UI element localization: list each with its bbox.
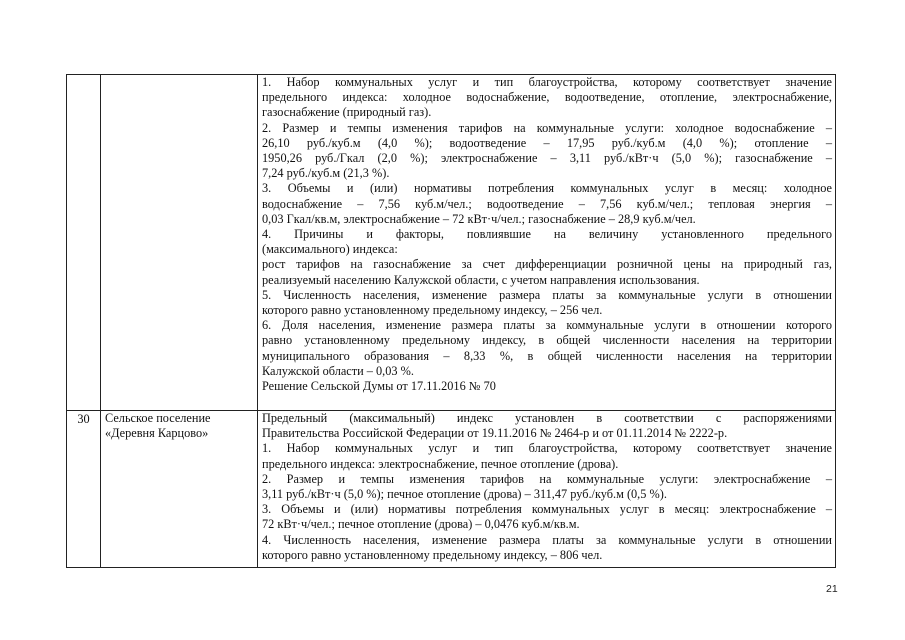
text-line: 6. Доля населения, изменение размера платы за коммунальные услуги в отношении которого <box>262 318 832 333</box>
text-line: рост тарифов на газоснабжение за счет дифференциации розничной цены на природный газ, <box>262 257 832 272</box>
text-line: 0,03 Гкал/кв.м, электроснабжение – 72 кВт·ч/чел.; газоснабжение – 28,9 куб.м/чел. <box>262 211 696 226</box>
row-number: 30 <box>77 412 90 426</box>
text-line: Решение Сельской Думы от 17.11.2016 № 70 <box>262 379 496 394</box>
tariff-index-table <box>66 74 836 568</box>
text-line: предельного индекса: электроснабжение, печное отопление (дрова). <box>262 456 619 471</box>
settlement-name-line-2: «Деревня Карцово» <box>105 426 209 441</box>
text-line: 4. Численность населения, изменение размера платы за коммунальные услуги в отношении <box>262 532 832 547</box>
text-line: 4. Причины и факторы, повлиявшие на величину установленного предельного <box>262 227 832 242</box>
text-line: Правительства Российской Федерации от 19.11.2016 № 2464-р и от 01.11.2014 № 2222-р. <box>262 426 728 441</box>
text-line: 5. Численность населения, изменение размера платы за коммунальные услуги в отношении <box>262 287 832 302</box>
text-line: 2. Размер и темпы изменения тарифов на коммунальные услуги: электроснабжение – <box>262 471 832 486</box>
text-line: (максимального) индекса: <box>262 242 398 257</box>
text-line: 2. Размер и темпы изменения тарифов на коммунальные услуги: холодное водоснабжение – <box>262 120 832 135</box>
text-line: муниципального образования – 8,33 %, в общей численности населения на территории <box>262 348 832 363</box>
text-line: водоснабжение – 7,56 куб.м/чел.; водоотведение – 7,56 куб.м/чел.; тепловая энергия – <box>262 196 832 211</box>
table-row <box>67 411 836 568</box>
text-line: реализуемый населению Калужской области, с учетом направления использования. <box>262 272 700 287</box>
settlement-name-line-1: Сельское поселение <box>105 411 211 425</box>
text-line: предельного индекса: холодное водоснабжение, водоотведение, отопление, электроснабжение, <box>262 90 832 105</box>
text-line: которого равно установленному предельному индексу, – 256 чел. <box>262 303 603 318</box>
description-text <box>258 411 835 563</box>
text-line: 26,10 руб./куб.м (4,0 %); водоотведение – 17,95 руб./куб.м (4,0 %); отопление – <box>262 135 832 150</box>
row-number-cell <box>67 75 101 411</box>
text-line: 1. Набор коммунальных услуг и тип благоустройства, которому соответствует значение <box>262 441 832 456</box>
settlement-name-cell <box>101 75 258 411</box>
text-line: 7,24 руб./куб.м (21,3 %). <box>262 166 390 181</box>
table-row <box>67 75 836 411</box>
text-line: 3. Объемы и (или) нормативы потребления коммунальных услуг в месяц: холодное <box>262 181 832 196</box>
page-number: 21 <box>826 583 838 595</box>
text-line: 1950,26 руб./Гкал (2,0 %); электроснабжение – 3,11 руб./кВт·ч (5,0 %); газоснабжение – <box>262 151 832 166</box>
description-cell <box>258 411 836 568</box>
text-line: Предельный (максимальный) индекс установлен в соответствии с распоряжениями <box>262 411 832 425</box>
text-line: газоснабжение (природный газ). <box>262 105 432 120</box>
text-line: 72 кВт·ч/чел.; печное отопление (дрова) – 0,0476 куб.м/кв.м. <box>262 517 580 532</box>
text-line: которого равно установленному предельному индексу, – 806 чел. <box>262 547 603 562</box>
settlement-name-cell <box>101 411 258 568</box>
text-line: 3,11 руб./кВт·ч (5,0 %); печное отопление (дрова) – 311,47 руб./куб.м (0,5 %). <box>262 487 667 502</box>
text-line: Калужской области – 0,03 %. <box>262 363 414 378</box>
description-text <box>258 75 835 394</box>
text-line: 1. Набор коммунальных услуг и тип благоустройства, которому соответствует значение <box>262 75 832 89</box>
row-number-cell <box>67 411 101 568</box>
text-line: равно установленному предельному индексу, в общей численности населения на территории <box>262 333 832 348</box>
text-line: 3. Объемы и (или) нормативы потребления коммунальных услуг в месяц: электроснабжение – <box>262 502 832 517</box>
description-cell <box>258 75 836 411</box>
